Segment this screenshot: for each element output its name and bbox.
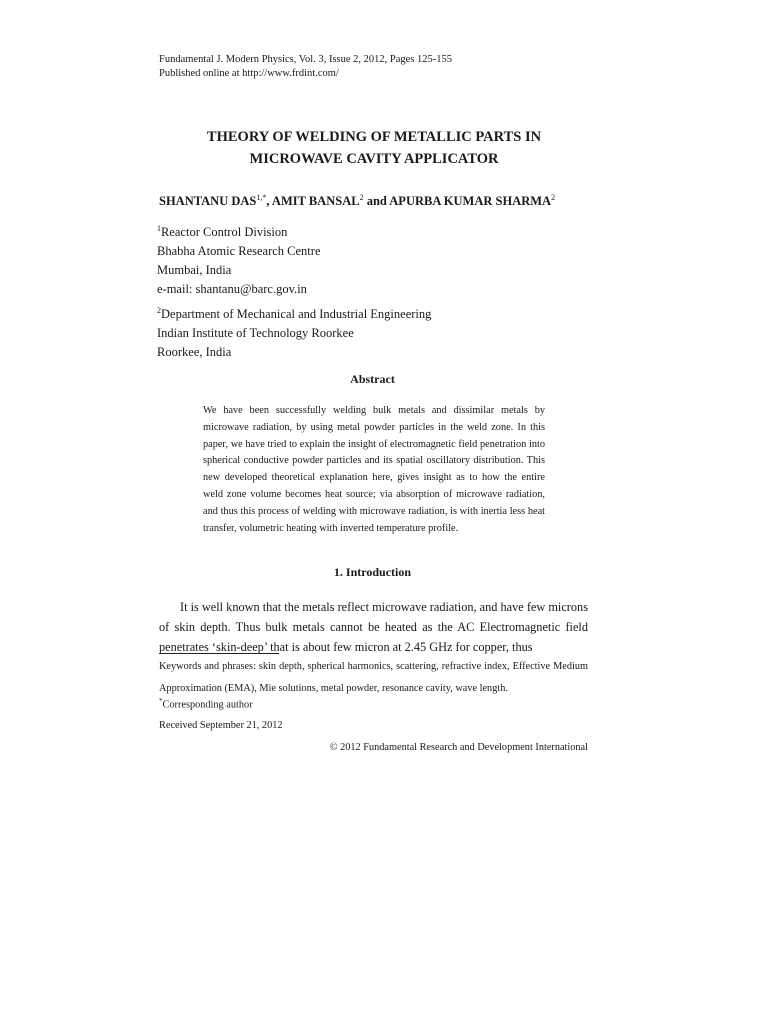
affiliation-line: Reactor Control Division — [161, 225, 288, 240]
author-list — [159, 193, 555, 209]
author-affiliation-mark: 2 — [359, 193, 364, 202]
author-affiliation-mark: 1,* — [256, 193, 267, 202]
keywords-label: Keywords and phrases — [159, 661, 254, 672]
abstract-body: We have been successfully welding bulk metals and dissimilar metals by microwave radiation, by using metal powder particles in the weld zone. In this paper, we have tried to explain the insight of electromagnetic field penetration into spherical conductive powder particles and its spatial oscillatory distribution. This new developed theoretical explanation here, gives insight as to how the entire weld zone volume becomes heat source; via absorption of microwave radiation, and thus this process of welding with microwave radiation, is with inertia less heat transfer, volumetric heating with inverted temperature profile. — [203, 405, 545, 534]
abstract-heading: Abstract — [350, 372, 395, 386]
received-date: Received September 21, 2012 — [159, 720, 283, 731]
author-name: AMIT BANSAL — [271, 194, 360, 209]
paper-title — [120, 126, 628, 170]
corresponding-mark: * — [159, 697, 163, 705]
paper-title-line-1: THEORY OF WELDING OF METALLIC PARTS IN — [206, 129, 542, 145]
journal-citation: Fundamental J. Modern Physics, Vol. 3, Issue 2, 2012, Pages 125-155 — [159, 54, 453, 65]
journal-published-line: Published online at http://www.frdint.com/ — [159, 68, 339, 79]
affiliation-marker: 1 — [157, 224, 161, 233]
copyright-notice: © 2012 Fundamental Research and Development International — [329, 742, 588, 753]
introduction-body: It is well known that the metals reflect microwave radiation, and have few microns of skin depth. Thus bulk metals cannot be heated as the AC Electromagnetic field penetrates ‘skin-deep’ that is about few micron at 2.45 GHz for copper, thus — [159, 600, 588, 654]
affiliation-marker: 2 — [157, 306, 161, 315]
author-name: SHANTANU DAS — [159, 194, 257, 209]
affiliation-line: Bhabha Atomic Research Centre — [157, 244, 321, 259]
author-name: APURBA KUMAR SHARMA — [389, 194, 552, 209]
affiliation-1 — [157, 219, 321, 299]
keywords-footnote — [159, 656, 588, 700]
corresponding-author-note — [159, 697, 253, 710]
affiliation-line: Indian Institute of Technology Roorkee — [157, 326, 354, 341]
paper-title-line-2: MICROWAVE CAVITY APPLICATOR — [249, 151, 499, 167]
affiliation-line: Department of Mechanical and Industrial Engineering — [161, 307, 432, 322]
affiliation-2 — [157, 301, 431, 362]
journal-header — [159, 53, 452, 81]
author-separator: and — [363, 194, 390, 209]
introduction-heading: 1. Introduction — [333, 565, 412, 579]
footnote-divider — [159, 653, 279, 654]
keywords-text: : skin depth, spherical harmonics, scattering, refractive index, Effective Medium Approximation (EMA), Mie solutions, metal powder, resonance cavity, wave length. — [159, 661, 588, 694]
author-email: e-mail: shantanu@barc.gov.in — [157, 282, 307, 297]
author-separator: , — [266, 194, 272, 209]
author-affiliation-mark: 2 — [551, 193, 556, 202]
affiliation-line: Mumbai, India — [157, 263, 232, 278]
affiliation-line: Roorkee, India — [157, 345, 232, 360]
corresponding-text: Corresponding author — [162, 699, 253, 711]
